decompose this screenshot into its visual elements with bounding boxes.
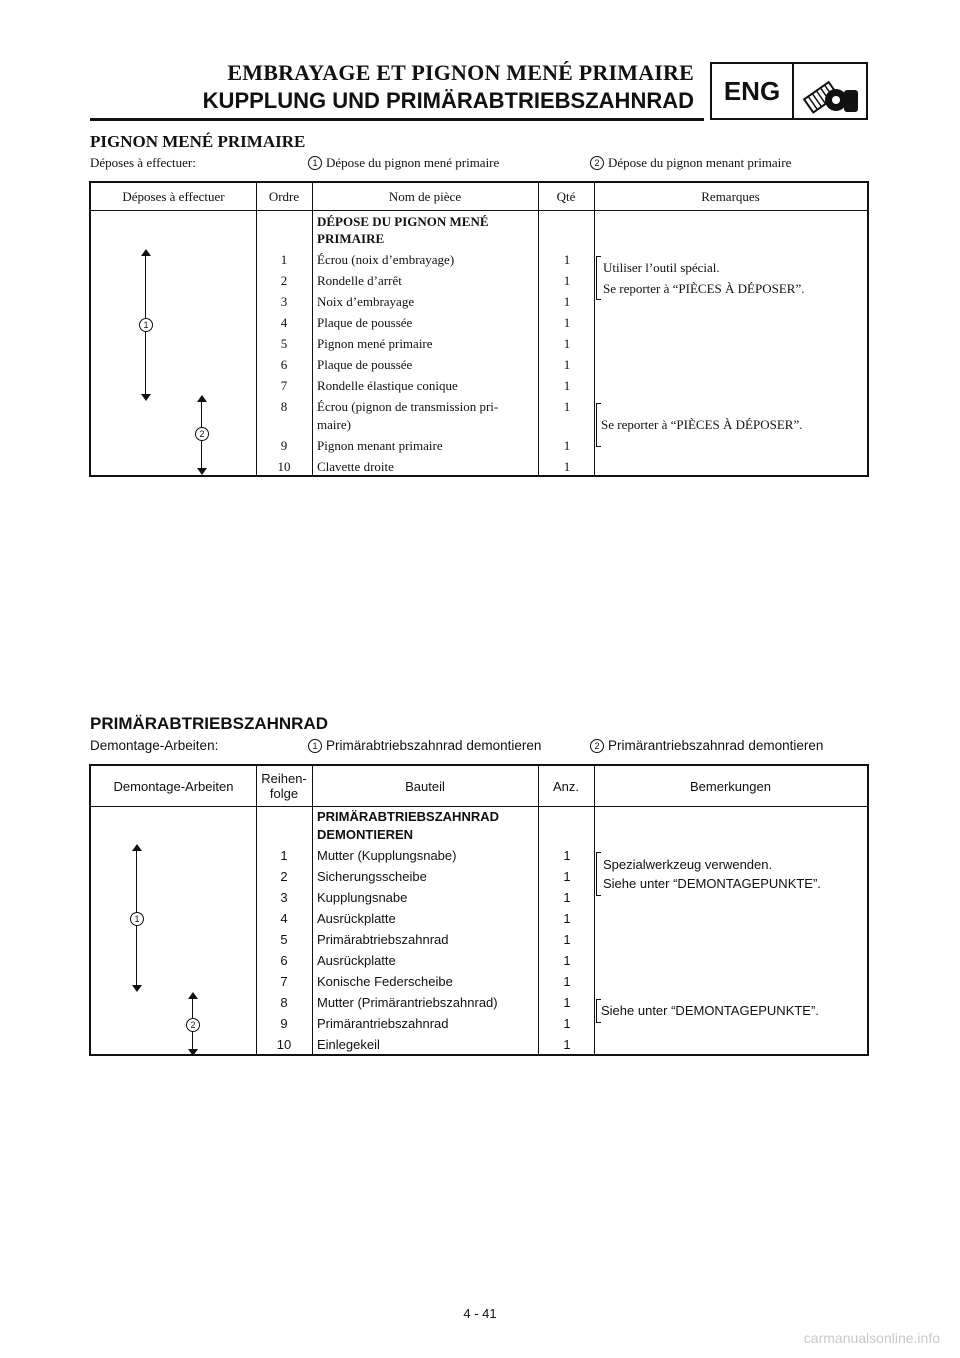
col-header-work: Déposes à effectuer bbox=[122, 188, 225, 204]
row-qty: 1 bbox=[563, 869, 571, 884]
col-header-work: Demontage-Arbeiten bbox=[113, 778, 234, 794]
header-rule bbox=[90, 118, 704, 121]
eng-badge bbox=[710, 62, 868, 120]
row-qty: 1 bbox=[563, 273, 571, 288]
step2-de: 2 Primärantriebszahnrad demontieren bbox=[590, 738, 823, 753]
row-part: Rondelle d’arrêt bbox=[317, 273, 402, 288]
table-de bbox=[89, 764, 869, 1056]
row-order: 2 bbox=[280, 273, 288, 288]
col-header-qty: Qté bbox=[556, 188, 576, 204]
row-order: 4 bbox=[280, 911, 288, 926]
row-qty: 1 bbox=[563, 315, 571, 330]
row-order: 6 bbox=[280, 953, 288, 968]
col-divider bbox=[594, 183, 595, 475]
group-heading-line2: DEMONTIEREN bbox=[317, 827, 414, 842]
row-qty: 1 bbox=[563, 995, 571, 1010]
steps-label-fr: Déposes à effectuer: bbox=[90, 155, 196, 170]
section-title-de: PRIMÄRABTRIEBSZAHNRAD bbox=[90, 714, 328, 733]
row-part: Einlegekeil bbox=[317, 1037, 380, 1052]
row-part: Sicherungsscheibe bbox=[317, 869, 427, 884]
row-qty: 1 bbox=[563, 438, 571, 453]
group-heading-line2: PRIMAIRE bbox=[317, 231, 385, 246]
row-order: 8 bbox=[280, 995, 288, 1010]
page-number: 4 - 41 bbox=[463, 1306, 497, 1321]
row-part: Pignon mené primaire bbox=[317, 336, 433, 351]
row-order: 6 bbox=[280, 357, 288, 372]
col-header-remarks: Bemerkungen bbox=[690, 778, 771, 794]
row-part: Plaque de poussée bbox=[317, 315, 413, 330]
col-divider bbox=[312, 766, 313, 1054]
section-title-fr: PIGNON MENÉ PRIMAIRE bbox=[90, 132, 306, 151]
row-order: 7 bbox=[280, 378, 288, 393]
steps-label-de: Demontage-Arbeiten: bbox=[90, 738, 219, 753]
row-order: 9 bbox=[280, 438, 288, 453]
step1-de: 1 Primärabtriebszahnrad demontieren bbox=[308, 738, 541, 753]
row-part: Pignon menant primaire bbox=[317, 438, 443, 453]
row-order: 3 bbox=[280, 294, 288, 309]
row-order: 3 bbox=[280, 890, 288, 905]
group-heading-line1: PRIMÄRABTRIEBSZAHNRAD bbox=[317, 809, 499, 824]
header-title-de: KUPPLUNG UND PRIMÄRABTRIEBSZAHNRAD bbox=[202, 88, 694, 113]
step1-fr: 1 Dépose du pignon mené primaire bbox=[308, 155, 499, 171]
marker-1-icon: 1 bbox=[139, 318, 153, 332]
row-order: 8 bbox=[280, 399, 288, 414]
row-qty: 1 bbox=[563, 953, 571, 968]
col-divider bbox=[538, 766, 539, 1054]
remark-text: Se reporter à “PIÈCES À DÉPOSER”. bbox=[603, 281, 805, 296]
badge-label: ENG bbox=[712, 64, 794, 118]
wrench-nut-icon bbox=[794, 64, 866, 118]
col-divider bbox=[256, 766, 257, 1054]
row-part: Ausrückplatte bbox=[317, 953, 396, 968]
row-qty: 1 bbox=[563, 848, 571, 863]
marker-1-icon: 1 bbox=[308, 739, 322, 753]
col-divider bbox=[312, 183, 313, 475]
row-part: Mutter (Kupplungsnabe) bbox=[317, 848, 457, 863]
row-order: 9 bbox=[280, 1016, 288, 1031]
col-header-order-line1: Reihen- bbox=[261, 771, 307, 786]
table-header-de bbox=[91, 766, 867, 807]
row-part: Écrou (noix d’embrayage) bbox=[317, 252, 455, 267]
row-part: Plaque de poussée bbox=[317, 357, 413, 372]
row-qty: 1 bbox=[563, 1037, 571, 1052]
marker-1-icon: 1 bbox=[130, 912, 144, 926]
row-part: Rondelle élastique conique bbox=[317, 378, 458, 393]
col-header-order bbox=[256, 766, 312, 806]
row-order: 10 bbox=[277, 459, 291, 474]
row-qty: 1 bbox=[563, 1016, 571, 1031]
row-order: 1 bbox=[280, 252, 288, 267]
row-part: Écrou (pignon de transmission pri- bbox=[317, 399, 499, 414]
col-header-order-line2: folge bbox=[269, 786, 299, 801]
row-part: Konische Federscheibe bbox=[317, 974, 453, 989]
remark-text: Siehe unter “DEMONTAGEPUNKTE”. bbox=[601, 1003, 819, 1018]
col-divider bbox=[594, 766, 595, 1054]
col-header-remarks: Remarques bbox=[701, 188, 760, 204]
row-qty: 1 bbox=[563, 357, 571, 372]
remark-text: Spezialwerkzeug verwenden. bbox=[603, 857, 773, 872]
marker-1-icon: 1 bbox=[308, 156, 322, 170]
row-qty: 1 bbox=[563, 336, 571, 351]
row-part-cont: maire) bbox=[317, 417, 351, 432]
row-order: 7 bbox=[280, 974, 288, 989]
row-qty: 1 bbox=[563, 932, 571, 947]
row-order: 1 bbox=[280, 848, 288, 863]
marker-2-icon: 2 bbox=[195, 427, 209, 441]
row-qty: 1 bbox=[563, 294, 571, 309]
marker-2-icon: 2 bbox=[590, 739, 604, 753]
group-heading-line1: DÉPOSE DU PIGNON MENÉ bbox=[317, 214, 489, 229]
col-header-part: Bauteil bbox=[405, 778, 445, 794]
step2-fr: 2 Dépose du pignon menant primaire bbox=[590, 155, 791, 171]
row-qty: 1 bbox=[563, 378, 571, 393]
row-qty: 1 bbox=[563, 252, 571, 267]
watermark: carmanualsonline.info bbox=[803, 1330, 940, 1346]
row-order: 10 bbox=[276, 1037, 292, 1052]
row-part: Clavette droite bbox=[317, 459, 394, 474]
row-qty: 1 bbox=[563, 459, 571, 474]
row-qty: 1 bbox=[563, 911, 571, 926]
row-qty: 1 bbox=[563, 890, 571, 905]
table-fr bbox=[89, 181, 869, 477]
remark-text: Utiliser l’outil spécial. bbox=[603, 260, 720, 275]
remark-text: Siehe unter “DEMONTAGEPUNKTE”. bbox=[603, 876, 821, 891]
row-order: 5 bbox=[280, 932, 288, 947]
col-header-order: Ordre bbox=[268, 188, 300, 204]
row-part: Primärabtriebszahnrad bbox=[317, 932, 449, 947]
row-part: Kupplungsnabe bbox=[317, 890, 408, 905]
col-header-part: Nom de pièce bbox=[388, 188, 462, 204]
marker-2-icon: 2 bbox=[186, 1018, 200, 1032]
table-header-fr bbox=[91, 183, 867, 211]
remark-bracket bbox=[596, 256, 601, 300]
row-order: 2 bbox=[280, 869, 288, 884]
row-qty: 1 bbox=[563, 399, 571, 414]
remark-text: Se reporter à “PIÈCES À DÉPOSER”. bbox=[601, 417, 803, 432]
row-part: Primärantriebszahnrad bbox=[317, 1016, 449, 1031]
header-title-fr: EMBRAYAGE ET PIGNON MENÉ PRIMAIRE bbox=[227, 60, 694, 85]
row-part: Ausrückplatte bbox=[317, 911, 396, 926]
col-header-qty: Anz. bbox=[552, 778, 579, 794]
marker-2-icon: 2 bbox=[590, 156, 604, 170]
col-divider bbox=[538, 183, 539, 475]
remark-bracket bbox=[596, 852, 601, 896]
row-part: Mutter (Primärantriebszahnrad) bbox=[317, 995, 498, 1010]
row-qty: 1 bbox=[563, 974, 571, 989]
row-order: 4 bbox=[280, 315, 288, 330]
row-order: 5 bbox=[280, 336, 288, 351]
row-part: Noix d’embrayage bbox=[317, 294, 415, 309]
